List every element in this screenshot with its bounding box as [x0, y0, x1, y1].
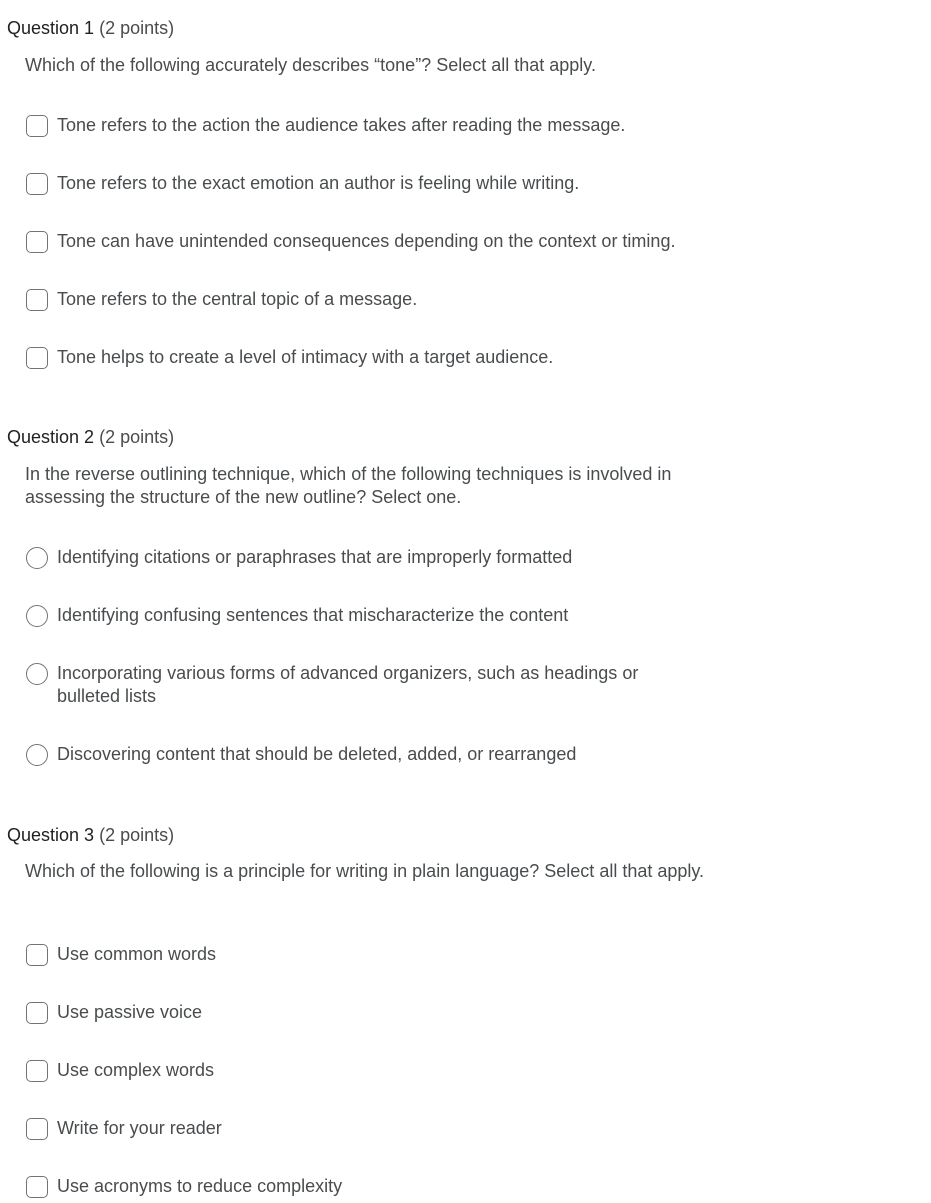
answer-option[interactable] [26, 663, 676, 708]
answer-option[interactable] [26, 289, 746, 311]
answer-label[interactable]: Incorporating various forms of advanced organizers, such as headings or bulleted lists [57, 663, 639, 706]
answer-option[interactable] [26, 347, 746, 369]
radio-button[interactable] [26, 547, 48, 569]
checkbox[interactable] [26, 1002, 48, 1024]
checkbox[interactable] [26, 173, 48, 195]
answer-option[interactable] [26, 231, 746, 253]
question-2-header [7, 426, 174, 448]
answer-option[interactable] [26, 744, 746, 766]
radio-button[interactable] [26, 744, 48, 766]
question-points: (2 points) [99, 18, 175, 38]
question-title: Question 3 [7, 825, 95, 845]
answer-option[interactable] [26, 1176, 746, 1198]
checkbox[interactable] [26, 1176, 48, 1198]
answer-label[interactable]: Use complex words [57, 1060, 215, 1080]
answer-label[interactable]: Tone can have unintended consequences depending on the context or timing. [57, 231, 676, 251]
answer-label[interactable]: Tone refers to the exact emotion an author is feeling while writing. [57, 173, 580, 193]
checkbox[interactable] [26, 289, 48, 311]
answer-label[interactable]: Tone helps to create a level of intimacy with a target audience. [57, 347, 554, 367]
answer-option[interactable] [26, 115, 746, 137]
answer-option[interactable] [26, 944, 746, 966]
answer-label[interactable]: Tone refers to the action the audience takes after reading the message. [57, 115, 626, 135]
answer-label[interactable]: Use acronyms to reduce complexity [57, 1176, 343, 1196]
answer-label[interactable]: Tone refers to the central topic of a message. [57, 289, 418, 309]
question-points: (2 points) [99, 427, 175, 447]
answer-label[interactable]: Write for your reader [57, 1118, 222, 1138]
answer-label[interactable]: Use passive voice [57, 1002, 203, 1022]
checkbox[interactable] [26, 115, 48, 137]
question-title: Question 1 [7, 18, 95, 38]
question-prompt: Which of the following is a principle for writing in plain language? Select all that apply. [25, 861, 705, 881]
answer-option[interactable] [26, 1060, 746, 1082]
answer-label[interactable]: Discovering content that should be deleted, added, or rearranged [57, 744, 577, 764]
answer-label[interactable]: Identifying citations or paraphrases that are improperly formatted [57, 547, 573, 567]
answer-option[interactable] [26, 605, 746, 627]
answer-option[interactable] [26, 173, 746, 195]
answer-option[interactable] [26, 1118, 746, 1140]
question-points: (2 points) [99, 825, 175, 845]
question-title: Question 2 [7, 427, 95, 447]
checkbox[interactable] [26, 1060, 48, 1082]
checkbox[interactable] [26, 231, 48, 253]
answer-label[interactable]: Identifying confusing sentences that mischaracterize the content [57, 605, 569, 625]
question-prompt: In the reverse outlining technique, which of the following techniques is involved in assessing the structure of the new outline? Select one. [25, 464, 672, 507]
question-3-header [7, 824, 174, 846]
answer-option[interactable] [26, 1002, 746, 1024]
radio-button[interactable] [26, 663, 48, 685]
checkbox[interactable] [26, 1118, 48, 1140]
question-1-header [7, 17, 174, 39]
answer-label[interactable]: Use common words [57, 944, 217, 964]
checkbox[interactable] [26, 944, 48, 966]
checkbox[interactable] [26, 347, 48, 369]
question-prompt: Which of the following accurately describes “tone”? Select all that apply. [25, 55, 596, 75]
answer-option[interactable] [26, 547, 746, 569]
radio-button[interactable] [26, 605, 48, 627]
